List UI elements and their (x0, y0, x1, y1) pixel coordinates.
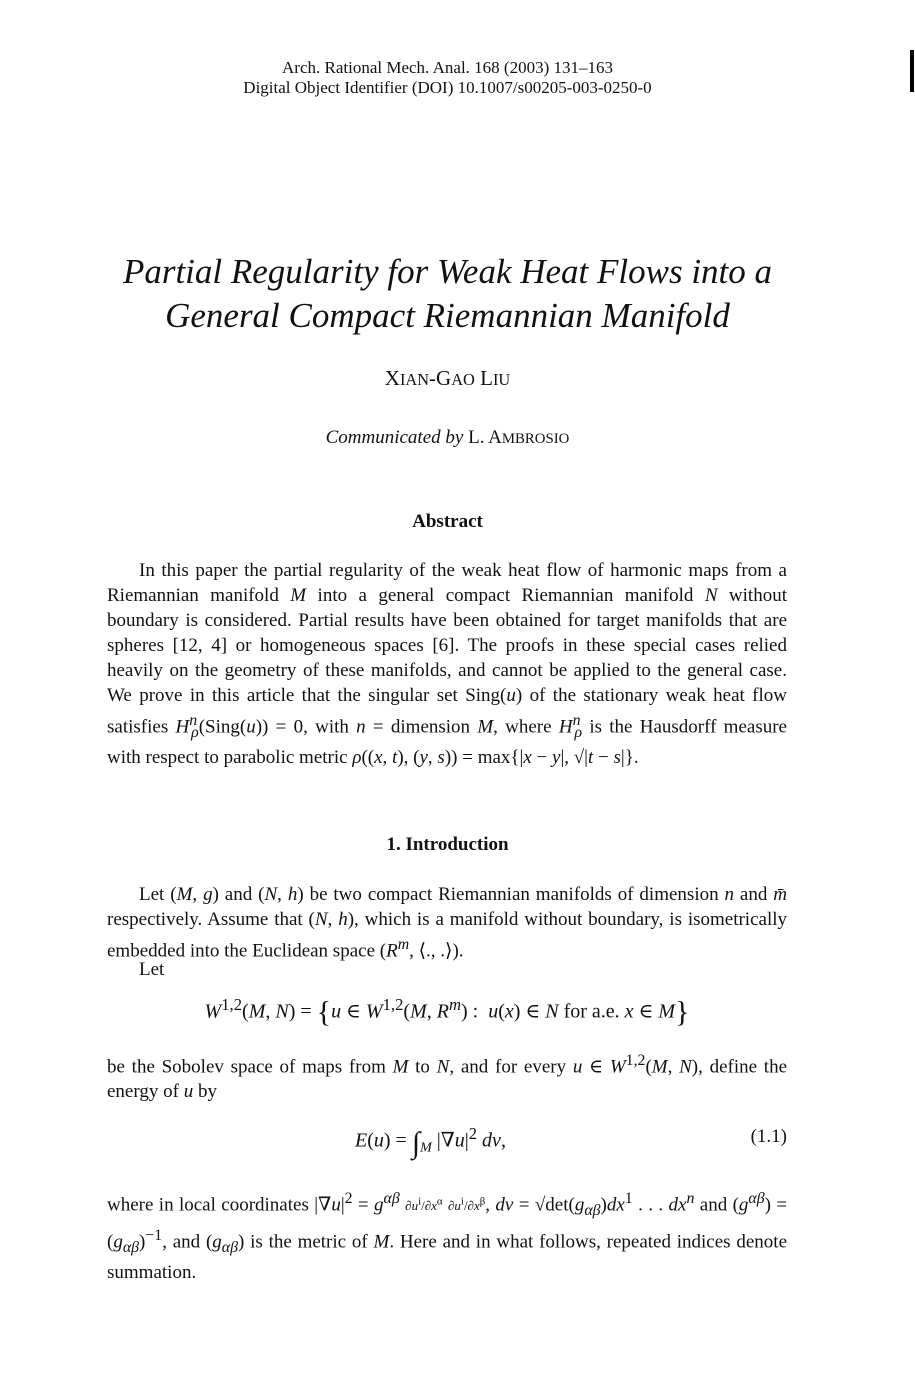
sobolev-equation: W$^{1,2}$(M, N) = {u ∈ W$^{1,2}$(M, $R^m$) : u(x) ∈ N for a.e. x ∈ M} (204, 995, 690, 1029)
author-name: XIAN-GAO LIU (384, 366, 511, 390)
communicated-by: Communicated by L. AMBROSIO (325, 427, 570, 448)
energy-equation (107, 1120, 787, 1160)
doi-line: Digital Object Identifier (DOI) 10.1007/s00205-003-0250-0 (243, 78, 652, 97)
introduction-heading: 1. Introduction (386, 834, 509, 855)
abstract-body: In this paper the partial regularity of the weak heat flow of harmonic maps from a Riemannian manifold M into a general compact Riemannian manifold N without boundary is considered. Partial results have been obtained for target manifolds that are spheres [12, 4] or homogeneous spaces [6]. The proofs in these special cases relied heavily on the geometry of these manifolds, and cannot be applied to the general case. We prove in this article that the singular set Sing(u) of the stationary weak heat flow satisfies $H^n_\rho(Sing(u)) = 0$, with n = dimension M, where $H^n_\rho$ is the Hausdorff measure with respect to parabolic metric ρ((x, t), (y, s)) = max{|x − y|, √|t − s|}. (107, 560, 787, 769)
energy-formula: $E(u) = \int_M$ $|\nabla u|^2$ dv, (355, 1124, 506, 1160)
intro-paragraph-3: where in local coordinates $|\nabla u|^2 = g^{\alpha\beta}$ $\partial u^i/\partial x^\alpha$ $\partial u^i/\partial x^\beta$, dv = $√\det(g_{\alpha\beta})dx^1$ . . . $dx^n$ and $(g^{\alpha\beta}) = (g_{\alpha\beta})^{-1}$, and $(g_{\alpha\beta})$ is the metric of M. Here and in what follows, repeated indices denote summation. (107, 1190, 788, 1284)
title-line-2: General Compact Riemannian Manifold (165, 296, 730, 335)
intro-paragraph-1: Let (M, g) and (N, h) be two compact Riemannian manifolds of dimension n and m̄ respectively. Assume that (N, h), which is a manifold without boundary, is isometrically embedded into the Euclidean space ($R^m$, ⟨., .⟩). (107, 884, 788, 962)
journal-header (0, 58, 895, 98)
journal-citation: Arch. Rational Mech. Anal. 168 (2003) 131–163 (282, 58, 613, 77)
let-line: Let (139, 959, 165, 980)
abstract-heading: Abstract (412, 511, 483, 532)
equation-number: (1.1) (750, 1126, 787, 1147)
page-edge-mark (910, 50, 914, 92)
paper-title (0, 250, 895, 338)
intro-paragraph-2: be the Sobolev space of maps from M to N, and for every u ∈ W$^{1,2}$(M, N), define the energy of u by (107, 1052, 788, 1103)
title-line-1: Partial Regularity for Weak Heat Flows into a (122, 252, 773, 291)
